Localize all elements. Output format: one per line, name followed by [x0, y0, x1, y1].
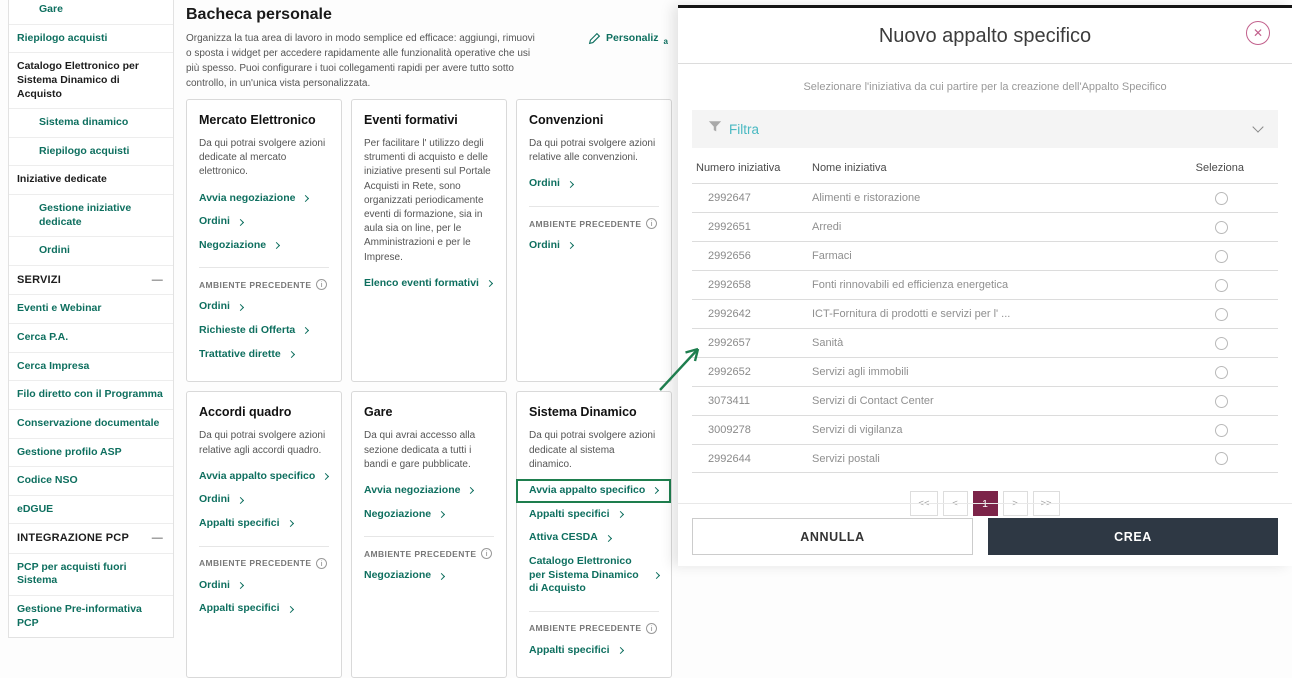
bacheca-section — [186, 0, 672, 678]
card-action-link-label: Ordini — [199, 493, 230, 506]
card-action-link-label: Attiva CESDA — [529, 531, 598, 544]
cell-nome-iniziativa: ICT-Fornitura di prodotti e servizi per l' ... — [812, 308, 1011, 320]
row-radio-button[interactable] — [1215, 395, 1228, 408]
sidebar-item-label: Sistema dinamico — [39, 116, 129, 129]
sidebar-item-conservazione-documentale[interactable] — [9, 410, 173, 439]
previous-environment-links — [529, 239, 659, 253]
cell-nome-iniziativa: Arredi — [812, 221, 842, 233]
annotation-arrow-icon — [652, 338, 708, 396]
column-header-nome: Nome iniziativa — [812, 162, 887, 174]
card-action-link-label: Catalogo Elettronico per Sistema Dinamico di Acquisto — [529, 554, 639, 595]
cell-nome-iniziativa: Servizi postali — [812, 452, 880, 465]
cell-nome-iniziativa: Fonti rinnovabili ed efficienza energetica — [812, 279, 1009, 291]
sidebar-item-label: Gestione profilo ASP — [17, 445, 122, 458]
table-row[interactable] — [692, 183, 1278, 212]
row-radio-button[interactable] — [1215, 221, 1228, 234]
page-title: Bacheca personale — [186, 6, 332, 23]
card-action-link[interactable] — [199, 470, 329, 484]
sidebar-item-label: SERVIZI — [17, 274, 61, 287]
sidebar-item-label: Gestione Pre-informativa PCP — [17, 603, 142, 629]
sidebar-item-pcp-per-acquisti-fuori-sistema[interactable] — [9, 554, 173, 596]
card-links — [199, 470, 329, 531]
card-action-link[interactable] — [529, 484, 659, 498]
cancel-button[interactable]: ANNULLA — [692, 518, 973, 555]
sidebar-item-filo-diretto-con-il-programma[interactable] — [9, 381, 173, 410]
cell-nome-iniziativa: Alimenti e ristorazione — [812, 192, 921, 204]
previous-environment-section — [364, 536, 494, 583]
card-action-link-label: Avvia negoziazione — [199, 191, 296, 204]
sidebar-item-riepilogo-acquisti[interactable] — [9, 138, 173, 167]
cell-nome-iniziativa: Servizi di Contact Center — [812, 395, 934, 407]
close-icon[interactable]: ✕ — [1246, 21, 1270, 45]
card-title: Accordi quadro — [199, 405, 292, 420]
card-description: Da qui avrai accesso alla sezione dedicata a tutti i bandi e gare pubblicate. — [364, 430, 476, 470]
sidebar-item-label: Iniziative dedicate — [17, 173, 107, 186]
sidebar-item-cerca-p-a[interactable] — [9, 324, 173, 353]
info-icon[interactable]: i — [646, 623, 657, 634]
card-action-link-label: Elenco eventi formativi — [364, 276, 479, 289]
chevron-right-icon — [567, 242, 574, 249]
card-action-link[interactable] — [199, 300, 329, 314]
card-title: Mercato Elettronico — [199, 113, 316, 127]
cell-numero-iniziativa: 2992644 — [708, 452, 751, 465]
card-action-link-label: Negoziazione — [364, 569, 432, 582]
chevron-right-icon — [486, 280, 493, 287]
card-action-link[interactable] — [364, 484, 494, 498]
previous-environment-section — [529, 206, 659, 253]
cell-nome-iniziativa: Servizi di vigilanza — [812, 424, 903, 436]
collapse-minus-icon[interactable]: — — [151, 274, 163, 287]
card-action-link-label: Appalti specifici — [529, 507, 610, 520]
chevron-right-icon — [605, 535, 612, 542]
card-title: Sistema Dinamico — [529, 405, 637, 420]
row-radio-button[interactable] — [1215, 337, 1228, 350]
cell-nome-iniziativa: Servizi agli immobili — [812, 366, 909, 378]
cell-numero-iniziativa: 2992651 — [708, 221, 751, 233]
modal-subtitle: Selezionare l'iniziativa da cui partire per la creazione dell'Appalto Specifico — [803, 81, 1167, 93]
chevron-right-icon — [322, 473, 329, 480]
previous-environment-links — [529, 644, 659, 658]
sidebar-item-label: INTEGRAZIONE PCP — [17, 532, 129, 545]
filter-accordion[interactable] — [692, 110, 1278, 148]
table-row[interactable] — [692, 444, 1278, 473]
chevron-right-icon — [286, 520, 293, 527]
divider — [199, 267, 329, 268]
cell-numero-iniziativa: 2992657 — [708, 337, 751, 349]
row-radio-button[interactable] — [1215, 250, 1228, 263]
widget-card-accordi-quadro — [186, 391, 342, 678]
cell-numero-iniziativa: 2992658 — [708, 279, 751, 291]
chevron-right-icon — [237, 582, 244, 589]
card-action-link-label: Negoziazione — [364, 507, 432, 520]
previous-environment-section — [199, 546, 329, 616]
table-header-row — [692, 152, 1278, 183]
page-description: Organizza la tua area di lavoro in modo semplice ed efficace: aggiungi, rimuovi o sposta i widget per accedere rapidamente alle funzionalità operative che usi più spesso. Puoi configurare i tuoi collegamenti rapidi per avere tutto sotto controllo, in un'unica vista personalizzata. — [186, 33, 535, 89]
chevron-right-icon — [653, 572, 660, 579]
card-action-link[interactable] — [199, 192, 329, 206]
card-action-link[interactable] — [199, 215, 329, 229]
chevron-right-icon — [286, 606, 293, 613]
sidebar-item-codice-nso[interactable] — [9, 467, 173, 496]
card-action-link-label: Appalti specifici — [199, 517, 280, 530]
card-action-link-label: Avvia negoziazione — [364, 483, 461, 496]
personalize-label-sub: a — [663, 37, 668, 46]
pagination-last-button[interactable]: >> — [1033, 491, 1060, 516]
chevron-right-icon — [237, 497, 244, 504]
chevron-right-icon — [438, 573, 445, 580]
sidebar-item-label: Riepilogo acquisti — [17, 31, 108, 44]
table-row[interactable] — [692, 212, 1278, 241]
card-links — [529, 484, 659, 596]
personalize-link[interactable] — [588, 32, 668, 48]
cell-nome-iniziativa: Sanità — [812, 337, 844, 349]
personalize-label: Personaliz — [606, 32, 659, 44]
row-radio-button[interactable] — [1215, 424, 1228, 437]
previous-environment-label: AMBIENTE PRECEDENTE i — [529, 623, 659, 634]
card-action-link[interactable] — [364, 508, 494, 522]
card-links — [529, 177, 659, 191]
card-action-link-label: Avvia appalto specifico — [199, 469, 316, 482]
card-action-link-label: Ordini — [529, 239, 560, 252]
card-action-link-label: Appalti specifici — [199, 602, 280, 615]
card-description: Da qui potrai svolgere azioni dedicate al mercato elettronico. — [199, 138, 326, 178]
card-action-link[interactable] — [364, 569, 494, 583]
info-icon[interactable]: i — [316, 279, 327, 290]
chevron-right-icon — [652, 487, 659, 494]
sidebar-item-label: Catalogo Elettronico per Sistema Dinamico di Acquisto — [17, 60, 139, 100]
sidebar-item-iniziative-dedicate[interactable] — [9, 166, 173, 195]
widget-card-gare — [351, 391, 507, 678]
previous-environment-label: AMBIENTE PRECEDENTE i — [364, 548, 494, 559]
sidebar-item-riepilogo-acquisti[interactable] — [9, 25, 173, 54]
row-radio-button[interactable] — [1215, 279, 1228, 292]
table-row[interactable] — [692, 357, 1278, 386]
divider — [199, 546, 329, 547]
create-button[interactable]: CREA — [988, 518, 1278, 555]
modal-footer — [678, 503, 1292, 555]
initiatives-table — [692, 152, 1278, 473]
pencil-icon — [588, 32, 601, 48]
card-action-link[interactable] — [529, 508, 659, 522]
card-action-link[interactable] — [199, 579, 329, 593]
card-action-link[interactable] — [529, 531, 659, 545]
info-icon[interactable]: i — [646, 218, 657, 229]
chevron-right-icon — [616, 511, 623, 518]
sidebar-item-ordini[interactable] — [9, 237, 173, 266]
card-action-link-label: Trattative dirette — [199, 347, 281, 360]
sidebar-item-sistema-dinamico[interactable] — [9, 109, 173, 138]
sidebar-item-label: PCP per acquisti fuori Sistema — [17, 560, 127, 587]
widget-card-mercato-elettronico — [186, 99, 342, 382]
card-description: Da qui potrai svolgere azioni dedicate al sistema dinamico. — [529, 430, 656, 470]
widget-card-sistema-dinamico — [516, 391, 672, 678]
table-body — [692, 183, 1278, 473]
card-title: Eventi formativi — [364, 113, 458, 127]
cell-numero-iniziativa: 2992652 — [708, 366, 751, 378]
cell-numero-iniziativa: 2992656 — [708, 250, 751, 262]
pagination-prev-button[interactable]: < — [943, 491, 968, 516]
card-action-link-label: Ordini — [199, 578, 230, 591]
sidebar-item-label: Gestione iniziative dedicate — [39, 202, 132, 228]
info-icon[interactable]: i — [316, 558, 327, 569]
sidebar-item-label: Filo diretto con il Programma — [17, 388, 163, 401]
card-action-link[interactable] — [529, 644, 659, 658]
sidebar-item-servizi[interactable] — [9, 266, 173, 295]
table-row[interactable] — [692, 270, 1278, 299]
card-title: Gare — [364, 405, 393, 420]
row-radio-button[interactable] — [1215, 452, 1228, 465]
card-action-link[interactable] — [529, 239, 659, 253]
sidebar-item-eventi-e-webinar[interactable] — [9, 295, 173, 324]
previous-environment-links — [199, 579, 329, 616]
sidebar-item-label: Riepilogo acquisti — [39, 144, 130, 157]
card-links — [364, 277, 494, 291]
cell-numero-iniziativa: 2992642 — [708, 308, 751, 320]
row-radio-button[interactable] — [1215, 366, 1228, 379]
sidebar-item-gestione-iniziative-dedicate[interactable] — [9, 195, 173, 237]
card-action-link-label: Ordini — [529, 177, 560, 190]
pagination-first-button[interactable]: << — [910, 491, 937, 516]
column-header-seleziona: Seleziona — [1195, 162, 1244, 174]
collapse-minus-icon[interactable]: — — [151, 532, 163, 545]
divider — [529, 206, 659, 207]
info-icon[interactable]: i — [481, 548, 492, 559]
card-action-link-label: Negoziazione — [199, 238, 267, 251]
card-links — [199, 192, 329, 253]
row-radio-button[interactable] — [1215, 192, 1228, 205]
divider — [364, 536, 494, 537]
card-action-link[interactable] — [364, 277, 494, 291]
chevron-right-icon — [616, 647, 623, 654]
table-row[interactable] — [692, 415, 1278, 444]
column-header-numero: Numero iniziativa — [696, 162, 781, 174]
bacheca-header — [186, 0, 672, 99]
card-action-link[interactable] — [199, 348, 329, 362]
card-description: Per facilitare l' utilizzo degli strumenti di acquisto e delle iniziative presenti sul Portale Acquisti in Rete, sono organizzati periodicamente eventi di formazione, sia in aula sia on line, per le Amministrazioni e per le Imprese. — [364, 138, 491, 263]
sidebar-item-label: eDGUE — [17, 502, 54, 515]
card-action-link[interactable] — [199, 517, 329, 531]
divider — [529, 611, 659, 612]
cell-nome-iniziativa: Farmaci — [812, 250, 852, 262]
card-action-link[interactable] — [199, 493, 329, 507]
previous-environment-section — [529, 611, 659, 658]
sidebar-item-gare[interactable] — [9, 0, 173, 25]
card-action-link-label: Ordini — [199, 300, 230, 313]
card-action-link-label: Richieste di Offerta — [199, 324, 296, 337]
sidebar-item-gestione-pre-informativa-pcp[interactable] — [9, 596, 173, 637]
previous-environment-section — [199, 267, 329, 361]
chevron-right-icon — [467, 487, 474, 494]
new-specific-tender-modal — [678, 5, 1292, 566]
cell-numero-iniziativa: 3009278 — [708, 424, 751, 436]
previous-environment-label: AMBIENTE PRECEDENTE i — [199, 558, 329, 569]
table-row[interactable] — [692, 241, 1278, 270]
sidebar-item-label: Conservazione documentale — [17, 416, 160, 429]
sidebar-item-cerca-impresa[interactable] — [9, 353, 173, 382]
modal-title: Nuovo appalto specifico — [878, 25, 1092, 47]
chevron-right-icon — [237, 304, 244, 311]
table-row[interactable] — [692, 328, 1278, 357]
cell-numero-iniziativa: 2992647 — [708, 192, 751, 204]
card-action-link[interactable] — [529, 177, 659, 191]
pagination-next-button[interactable]: > — [1003, 491, 1028, 516]
pagination-page-1-button[interactable]: 1 — [973, 491, 998, 516]
chevron-right-icon — [237, 218, 244, 225]
filter-funnel-icon — [708, 120, 722, 138]
card-action-link-label: Ordini — [199, 215, 230, 228]
chevron-right-icon — [438, 511, 445, 518]
sidebar-item-catalogo-elettronico-per-sistema-dinamico-di-acquisto[interactable] — [9, 53, 173, 109]
sidebar-item-label: Eventi e Webinar — [17, 302, 102, 315]
widget-cards-grid — [186, 99, 672, 678]
chevron-right-icon — [567, 181, 574, 188]
modal-header — [678, 8, 1292, 64]
sidebar-item-label: Ordini — [39, 244, 70, 257]
row-radio-button[interactable] — [1215, 308, 1228, 321]
card-title: Convenzioni — [529, 113, 604, 127]
previous-environment-links — [199, 300, 329, 361]
previous-environment-label: AMBIENTE PRECEDENTE i — [529, 218, 659, 229]
sidebar-item-integrazione-pcp[interactable] — [9, 524, 173, 553]
widget-card-convenzioni — [516, 99, 672, 382]
chevron-right-icon — [302, 327, 309, 334]
table-row[interactable] — [692, 386, 1278, 415]
sidebar-item-edgue[interactable] — [9, 496, 173, 525]
sidebar-item-label: Codice NSO — [17, 474, 78, 487]
sidebar-item-label: Gare — [39, 3, 63, 15]
filter-label: Filtra — [729, 121, 759, 137]
chevron-right-icon — [273, 242, 280, 249]
sidebar-item-gestione-profilo-asp[interactable] — [9, 439, 173, 468]
sidebar-item-label: Cerca Impresa — [17, 359, 90, 372]
previous-environment-label: AMBIENTE PRECEDENTE i — [199, 279, 329, 290]
card-description: Da qui potrai svolgere azioni relative agli accordi quadro. — [199, 430, 326, 456]
sidebar-navigation — [8, 0, 174, 638]
chevron-right-icon — [288, 351, 295, 358]
card-action-link-label: Avvia appalto specifico — [529, 483, 646, 496]
cell-numero-iniziativa: 3073411 — [708, 395, 751, 407]
previous-environment-links — [364, 569, 494, 583]
card-action-link[interactable] — [199, 239, 329, 253]
widget-card-eventi-formativi — [351, 99, 507, 382]
table-row[interactable] — [692, 299, 1278, 328]
chevron-right-icon — [302, 195, 309, 202]
card-description: Da qui potrai svolgere azioni relative alle convenzioni. — [529, 138, 656, 164]
chevron-down-icon[interactable] — [1252, 121, 1263, 132]
sidebar-item-label: Cerca P.A. — [17, 330, 69, 343]
card-links — [364, 484, 494, 521]
card-action-link[interactable] — [529, 555, 659, 596]
card-action-link[interactable] — [199, 602, 329, 616]
card-action-link-label: Appalti specifici — [529, 643, 610, 656]
card-action-link[interactable] — [199, 324, 329, 338]
